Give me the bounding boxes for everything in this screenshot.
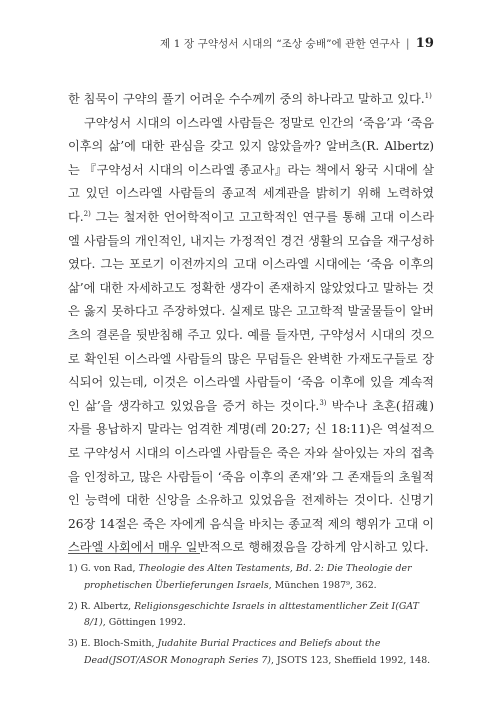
paragraph-2-part-a: 구약성서 시대의 이스라엘 사람들은 정말로 인간의 ‘죽음’과 ‘죽음 이후의 삶’에 대한 관심을 갖고 있지 않았을까? 알버츠(R. Albertz)는 『구약성서 시대의 이스라엘 종교사』라는 책에서 왕국 시대에 살고 있던 이스라엘 사람들의 종교적 세계관을 밝히기 위해 노력하였다. bbox=[68, 115, 434, 224]
header-separator: | bbox=[405, 37, 410, 50]
footnote-number: 2) bbox=[68, 600, 78, 612]
footnote-details: , JSOTS 123, Sheffield 1992, 148. bbox=[270, 654, 431, 666]
paragraph-1 bbox=[68, 88, 434, 112]
running-title: 제 1 장 구약성서 시대의 “조상 숭배”에 관한 연구사 bbox=[160, 38, 400, 50]
footnote-details: , München 1987⁹, 362. bbox=[268, 579, 377, 591]
footnote-ref-2: 2) bbox=[83, 209, 91, 218]
footnote-title: Judahite Burial Practices and Beliefs about the Dead(JSOT/ASOR Monograph Series 7) bbox=[84, 638, 381, 666]
footnote-title: Religionsgeschichte Israels in alttestamentlicher Zeit I(GAT 8/1) bbox=[84, 600, 419, 629]
footnote-ref-3: 3) bbox=[319, 398, 327, 407]
footnote-2 bbox=[68, 599, 436, 633]
paragraph-1-text: 한 침묵이 구약의 풀기 어려운 수수께끼 중의 하나라고 말하고 있다. bbox=[68, 92, 425, 106]
paragraph-2-part-b: 그는 철저한 언어학적이고 고고학적인 연구를 통해 고대 이스라엘 사람들의 개인적인, 내지는 가정적인 경건 생활의 모습을 재구성하였다. 그는 포로기 이전까지의 고대 이스라엘 시대에는 ‘죽음 이후의 삶’에 대한 자세하고도 정확한 생각이 존재하지 않았었다고 말하는 것은 옳지 못하다고 주장하였다. 실제로 많은 고고학적 발굴물들이 알버츠의 결론을 뒷받침해 주고 있다. 예를 들자면, 구약성서 시대의 것으로 확인된 이스라엘 사람들의 많은 무덤들은 완벽한 가재도구들로 장식되어 있는데, 이것은 이스라엘 사람들이 ‘죽음 이후에 있을 계속적인 삶’을 생각하고 있었음을 증거 하는 것이다. bbox=[68, 209, 434, 413]
footnote-author: R. Albertz, bbox=[80, 600, 132, 612]
footnote-author: G. von Rad, bbox=[80, 563, 136, 574]
footnote-1 bbox=[68, 561, 436, 595]
footnote-number: 1) bbox=[68, 563, 78, 574]
main-text bbox=[68, 88, 434, 560]
footnote-author: E. Bloch-Smith, bbox=[80, 638, 155, 650]
paragraph-2-part-c: 박수나 초혼(招魂) 자를 용납하지 말라는 엄격한 계명(레 20:27; 신 18:11)은 역설적으로 구약성서 시대의 이스라엘 사람들은 죽은 자와 살아있는 자의 접촉을 인정하고, 많은 사람들이 ‘죽음 이후의 존재’와 그 존재들의 초월적인 능력에 대한 신앙을 소유하고 있었음을 전제하는 것이다. 신명기 26장 14절은 죽은 자에게 음식을 바치는 종교적 제의 행위가 고대 이스라엘 사회에서 매우 일반적으로 행해졌음을 강하게 암시하고 있다. bbox=[68, 398, 434, 555]
footnotes bbox=[68, 561, 436, 674]
footnote-details: , Göttingen 1992. bbox=[102, 617, 186, 629]
paragraph-2 bbox=[68, 112, 434, 560]
running-header bbox=[160, 36, 434, 51]
footnote-3 bbox=[68, 636, 436, 670]
footnote-divider bbox=[68, 553, 200, 554]
footnote-title: Theologie des Alten Testaments, Bd. 2: Die Theologie der prophetischen Überlieferungen Israels bbox=[84, 563, 412, 591]
footnote-number: 3) bbox=[68, 638, 78, 650]
footnote-ref-1: 1) bbox=[424, 91, 432, 100]
page-number: 19 bbox=[415, 36, 434, 51]
